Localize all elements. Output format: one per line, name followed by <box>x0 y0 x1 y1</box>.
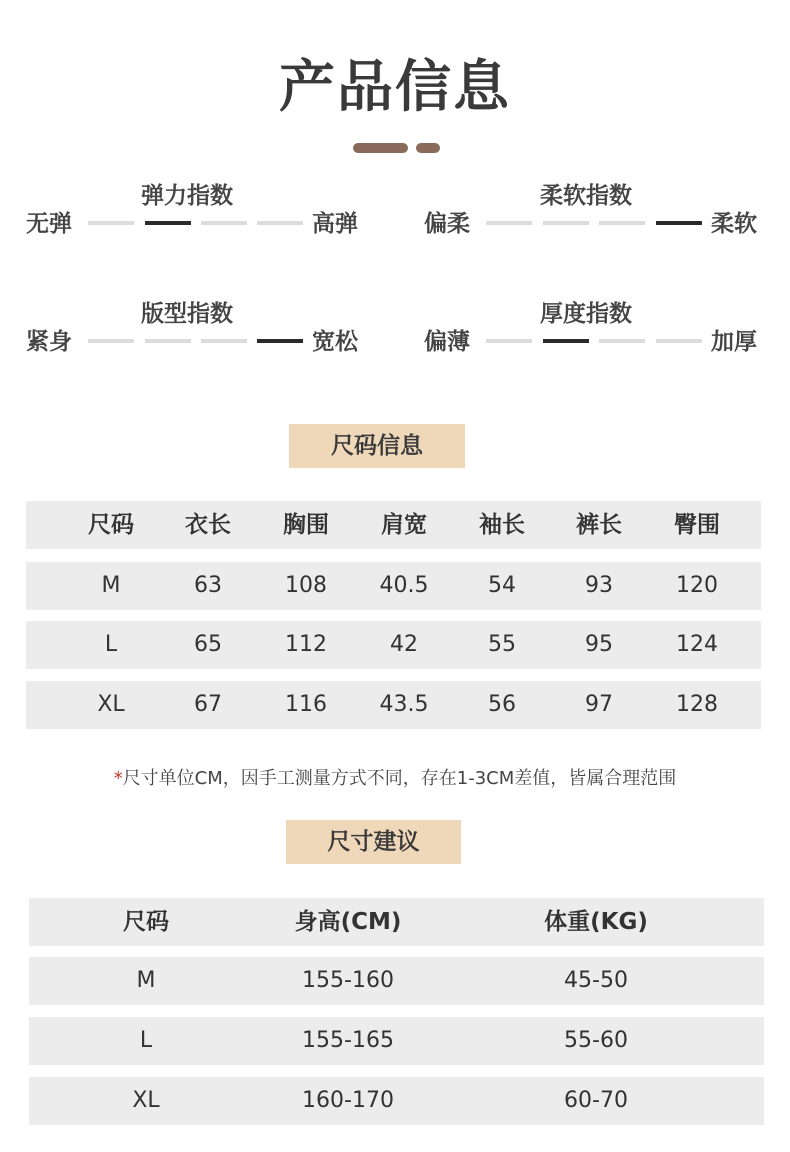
index-segment <box>656 339 702 343</box>
table-cell: 45-50 <box>564 968 628 993</box>
index-segment-active <box>543 339 589 343</box>
size-info-header: 尺码信息 <box>289 424 465 468</box>
table-cell: M <box>136 968 156 993</box>
table-cell: 155-160 <box>302 968 394 993</box>
index-segment <box>486 221 532 225</box>
index-right-label: 高弹 <box>312 211 358 237</box>
index-segment <box>257 221 303 225</box>
index-title: 弹力指数 <box>141 183 233 209</box>
index-title: 柔软指数 <box>540 183 632 209</box>
table-cell: 56 <box>488 692 516 717</box>
table-cell: L <box>104 632 118 657</box>
column-header: 尺码 <box>123 909 169 935</box>
title-bar-short <box>416 143 440 153</box>
index-segment-active <box>257 339 303 343</box>
table-cell: 63 <box>194 573 222 598</box>
index-title: 版型指数 <box>141 301 233 327</box>
index-left-label: 偏柔 <box>424 211 470 237</box>
table-row <box>29 1017 764 1065</box>
column-header: 尺码 <box>88 512 134 538</box>
table-row <box>26 621 761 669</box>
index-segment <box>145 339 191 343</box>
column-header: 身高(CM) <box>294 909 402 935</box>
table-cell: 93 <box>585 573 613 598</box>
table-cell: 128 <box>676 692 718 717</box>
table-cell: 116 <box>285 692 327 717</box>
index-segment-active <box>656 221 702 225</box>
note-star: * <box>113 768 123 789</box>
page-title: 产品信息 <box>279 55 511 120</box>
table-cell: M <box>101 573 121 598</box>
size-advice-header: 尺寸建议 <box>286 820 461 864</box>
title-bar-long <box>353 143 408 153</box>
table-cell: 55-60 <box>564 1028 628 1053</box>
table-row <box>26 681 761 729</box>
index-segment <box>201 221 247 225</box>
index-left-label: 偏薄 <box>424 329 470 355</box>
table-header-row <box>29 898 764 946</box>
column-header: 臀围 <box>674 512 720 538</box>
column-header: 袖长 <box>479 512 525 538</box>
table-cell: XL <box>97 692 125 717</box>
index-segment <box>88 221 134 225</box>
index-right-label: 柔软 <box>711 211 757 237</box>
index-right-label: 加厚 <box>711 329 757 355</box>
table-cell: 42 <box>390 632 418 657</box>
index-left-label: 无弹 <box>26 211 72 237</box>
index-segment <box>201 339 247 343</box>
table-header-row <box>26 501 761 549</box>
table-cell: 65 <box>194 632 222 657</box>
table-cell: 97 <box>585 692 613 717</box>
index-segment <box>543 221 589 225</box>
table-cell: 60-70 <box>564 1088 628 1113</box>
table-cell: 112 <box>285 632 327 657</box>
index-segment <box>599 339 645 343</box>
table-row <box>29 1077 764 1125</box>
index-segment <box>599 221 645 225</box>
table-cell: XL <box>132 1088 160 1113</box>
table-cell: 55 <box>488 632 516 657</box>
table-cell: 43.5 <box>379 692 429 717</box>
table-cell: 124 <box>676 632 718 657</box>
table-cell: L <box>139 1028 153 1053</box>
index-title: 厚度指数 <box>540 301 632 327</box>
table-cell: 155-165 <box>302 1028 394 1053</box>
table-row <box>26 562 761 610</box>
index-segment-active <box>145 221 191 225</box>
column-header: 体重(KG) <box>544 909 648 935</box>
note-text: 尺寸单位CM，因手工测量方式不同，存在1-3CM差值，皆属合理范围 <box>122 768 677 789</box>
table-cell: 40.5 <box>379 573 429 598</box>
index-left-label: 紧身 <box>26 329 72 355</box>
index-segment <box>486 339 532 343</box>
table-cell: 160-170 <box>302 1088 394 1113</box>
measurement-note <box>0 764 790 794</box>
column-header: 肩宽 <box>381 512 427 538</box>
column-header: 胸围 <box>283 512 329 538</box>
table-row <box>29 957 764 1005</box>
table-cell: 95 <box>585 632 613 657</box>
table-cell: 108 <box>285 573 327 598</box>
index-right-label: 宽松 <box>312 329 358 355</box>
column-header: 衣长 <box>185 512 231 538</box>
table-cell: 67 <box>194 692 222 717</box>
table-cell: 54 <box>488 573 516 598</box>
column-header: 裤长 <box>576 512 622 538</box>
table-cell: 120 <box>676 573 718 598</box>
index-segment <box>88 339 134 343</box>
